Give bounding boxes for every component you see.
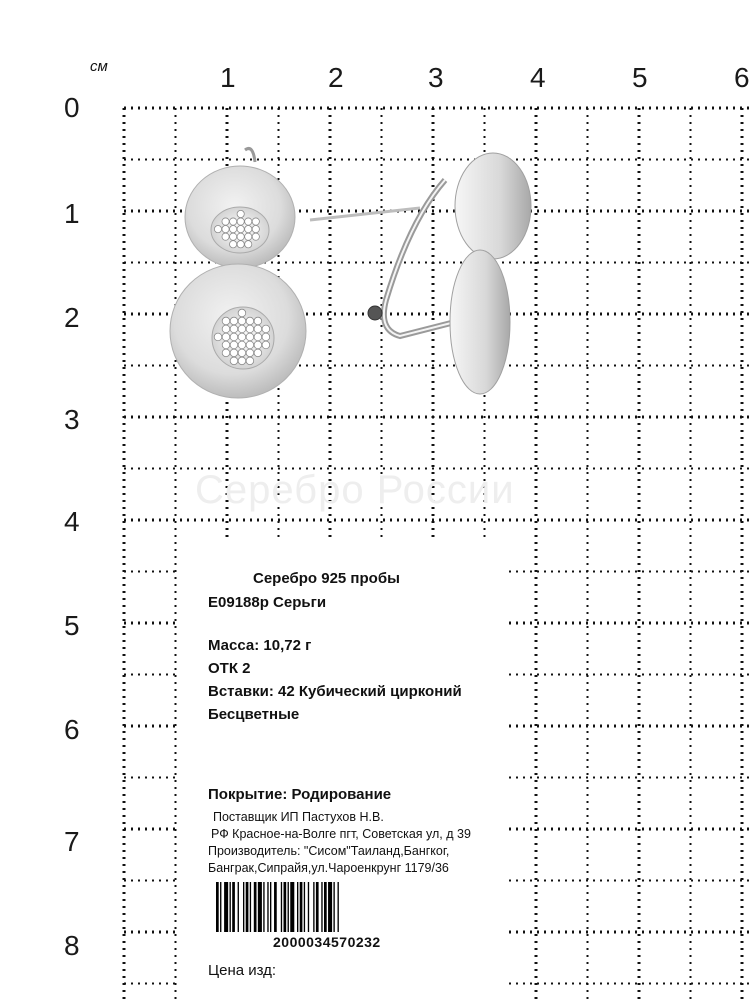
y-label-2: 2 <box>64 302 80 333</box>
tag-supplier: Поставщик ИП Пастухов Н.В. <box>213 810 384 824</box>
tag-coating: Покрытие: Родирование <box>208 786 392 803</box>
stone <box>230 357 238 365</box>
barcode-bar <box>258 882 262 932</box>
stone <box>262 333 270 341</box>
stone <box>245 226 252 233</box>
barcode-bar <box>254 882 257 932</box>
stone <box>238 317 246 325</box>
stone <box>237 210 244 217</box>
stone <box>246 325 254 333</box>
barcode-bar <box>270 882 271 932</box>
stone <box>237 233 244 240</box>
stone <box>254 317 262 325</box>
barcode-bar <box>300 882 303 932</box>
stone <box>262 341 270 349</box>
stone <box>230 325 238 333</box>
y-label-8: 8 <box>64 930 80 961</box>
barcode-bar <box>246 882 249 932</box>
stone <box>230 218 237 225</box>
barcode-bar <box>267 882 268 932</box>
x-label-1: 1 <box>220 62 236 93</box>
stone <box>222 233 229 240</box>
product-tag <box>178 540 508 1000</box>
stone <box>237 226 244 233</box>
stone <box>238 357 246 365</box>
stone <box>252 233 259 240</box>
barcode-bar <box>328 882 332 932</box>
watermark-text: Серебро России <box>195 468 515 512</box>
barcode-bar <box>232 882 235 932</box>
stone <box>222 325 230 333</box>
barcode-bar <box>290 882 294 932</box>
y-label-0: 0 <box>64 92 80 123</box>
barcode-bar <box>281 882 282 932</box>
tag-price: Цена изд: <box>208 962 277 979</box>
stone <box>254 341 262 349</box>
barcode-bar <box>324 882 327 932</box>
stone <box>246 333 254 341</box>
barcode-bar <box>284 882 287 932</box>
barcode-bar <box>308 882 309 932</box>
stone <box>237 218 244 225</box>
barcode-bar <box>316 882 319 932</box>
barcode-bar <box>230 882 231 932</box>
tag-title: Серебро 925 пробы <box>253 570 400 587</box>
barcode-number: 2000034570232 <box>273 934 381 950</box>
barcode-bar <box>250 882 251 932</box>
stone <box>222 333 230 341</box>
y-label-4: 4 <box>64 506 80 537</box>
x-label-4: 4 <box>530 62 546 93</box>
stone <box>230 241 237 248</box>
stone <box>230 317 238 325</box>
stone <box>238 309 246 317</box>
stone <box>222 317 230 325</box>
stone <box>246 357 254 365</box>
y-label-7: 7 <box>64 826 80 857</box>
barcode-bar <box>263 882 264 932</box>
barcode-bar <box>216 882 219 932</box>
stone <box>246 349 254 357</box>
barcode-bar <box>274 882 277 932</box>
stone <box>254 325 262 333</box>
barcode-bar <box>338 882 339 932</box>
x-label-2: 2 <box>328 62 344 93</box>
stone <box>252 218 259 225</box>
barcode-bar <box>288 882 289 932</box>
barcode-bar <box>313 882 314 932</box>
tag-otk: ОТК 2 <box>208 660 251 677</box>
earring-side <box>310 153 531 394</box>
stone <box>214 333 222 341</box>
stone <box>230 333 238 341</box>
barcode-bar <box>224 882 228 932</box>
unit-label: см <box>90 58 108 75</box>
barcode <box>216 882 456 934</box>
stone <box>246 341 254 349</box>
tag-address: РФ Красное-на-Волге пгт, Советская ул, д 39 <box>211 827 471 841</box>
stone <box>222 349 230 357</box>
barcode-bar <box>243 882 244 932</box>
barcode-bar <box>321 882 322 932</box>
x-label-6: 6 <box>734 62 750 93</box>
y-label-3: 3 <box>64 404 80 435</box>
stone <box>230 349 238 357</box>
stone <box>254 349 262 357</box>
stone <box>230 341 238 349</box>
barcode-bar <box>220 882 221 932</box>
stone <box>245 233 252 240</box>
stone <box>245 241 252 248</box>
stone <box>237 241 244 248</box>
barcode-bar <box>238 882 239 932</box>
y-label-6: 6 <box>64 714 80 745</box>
barcode-bar <box>333 882 334 932</box>
tag-inserts-color: Бесцветные <box>208 706 300 723</box>
x-label-5: 5 <box>632 62 648 93</box>
stone <box>238 325 246 333</box>
stone <box>214 226 221 233</box>
barcode-bar <box>304 882 305 932</box>
tag-mass: Масса: 10,72 г <box>208 637 312 654</box>
stone <box>254 333 262 341</box>
stone <box>245 218 252 225</box>
stone <box>238 341 246 349</box>
tag-manufacturer: Производитель: "Сисом"Таиланд,Бангког, <box>208 844 450 858</box>
y-label-1: 1 <box>64 198 80 229</box>
stone <box>262 325 270 333</box>
barcode-bar <box>297 882 298 932</box>
stone <box>222 218 229 225</box>
x-label-3: 3 <box>428 62 444 93</box>
tag-inserts: Вставки: 42 Кубический цирконий <box>208 683 462 700</box>
stone <box>238 349 246 357</box>
y-label-5: 5 <box>64 610 80 641</box>
stone <box>246 317 254 325</box>
tag-article: E09188р Серьги <box>208 594 327 611</box>
earring-front <box>170 149 306 399</box>
stone <box>230 226 237 233</box>
stone <box>222 341 230 349</box>
stone <box>252 226 259 233</box>
tag-manufacturer-address: Банграк,Сипрайя,ул.Чароенкрунг 1179/36 <box>208 861 449 875</box>
stone <box>238 333 246 341</box>
stone <box>230 233 237 240</box>
stone <box>222 226 229 233</box>
